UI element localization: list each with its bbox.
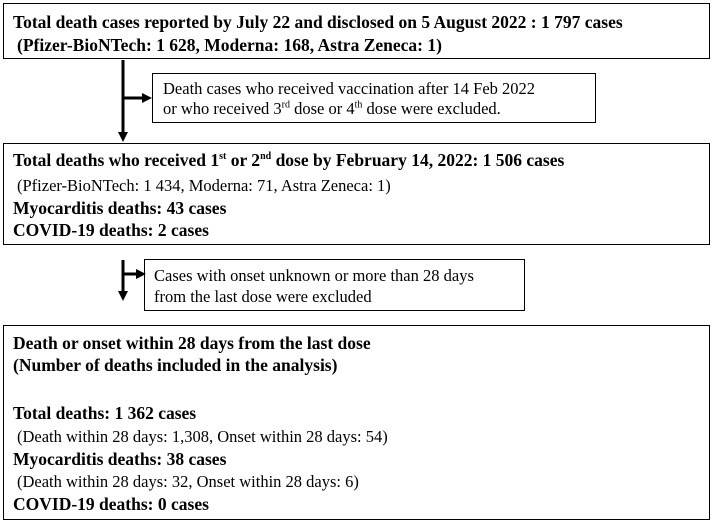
analysis-total-detail: (Death within 28 days: 1,308, Onset within 28 days: 54): [17, 427, 388, 446]
analysis-heading-line2: (Number of deaths included in the analysis): [13, 355, 338, 375]
exclusion-vaccination-line1: Death cases who received vaccination after 14 Feb 2022: [163, 79, 536, 98]
analysis-heading-line1: Death or onset within 28 days from the last dose: [13, 333, 371, 353]
analysis-covid-deaths: COVID-19 deaths: 0 cases: [13, 494, 209, 514]
exclusion-onset-line2: from the last dose were excluded: [154, 287, 372, 306]
first-second-dose-breakdown: (Pfizer-BioNTech: 1 434, Moderna: 71, Astra Zeneca: 1): [17, 176, 391, 195]
total-reported-breakdown: (Pfizer-BioNTech: 1 628, Moderna: 168, Astra Zeneca: 1): [17, 35, 442, 55]
first-second-dose-myocarditis: Myocarditis deaths: 43 cases: [13, 198, 227, 218]
first-second-dose-title: Total deaths who received 1st or 2nd dose by February 14, 2022: 1 506 cases: [13, 150, 565, 170]
analysis-myocarditis-deaths: Myocarditis deaths: 38 cases: [13, 449, 227, 469]
total-reported-title: Total death cases reported by July 22 and disclosed on 5 August 2022 : 1 797 cases: [13, 12, 623, 32]
analysis-myocarditis-detail: (Death within 28 days: 32, Onset within 28 days: 6): [17, 472, 359, 491]
first-second-dose-covid: COVID-19 deaths: 2 cases: [13, 220, 209, 240]
exclusion-vaccination-line2: or who received 3rd dose or 4th dose were excluded.: [163, 99, 501, 118]
analysis-total-deaths: Total deaths: 1 362 cases: [13, 403, 197, 423]
exclusion-onset-line1: Cases with onset unknown or more than 28 days: [154, 266, 474, 285]
